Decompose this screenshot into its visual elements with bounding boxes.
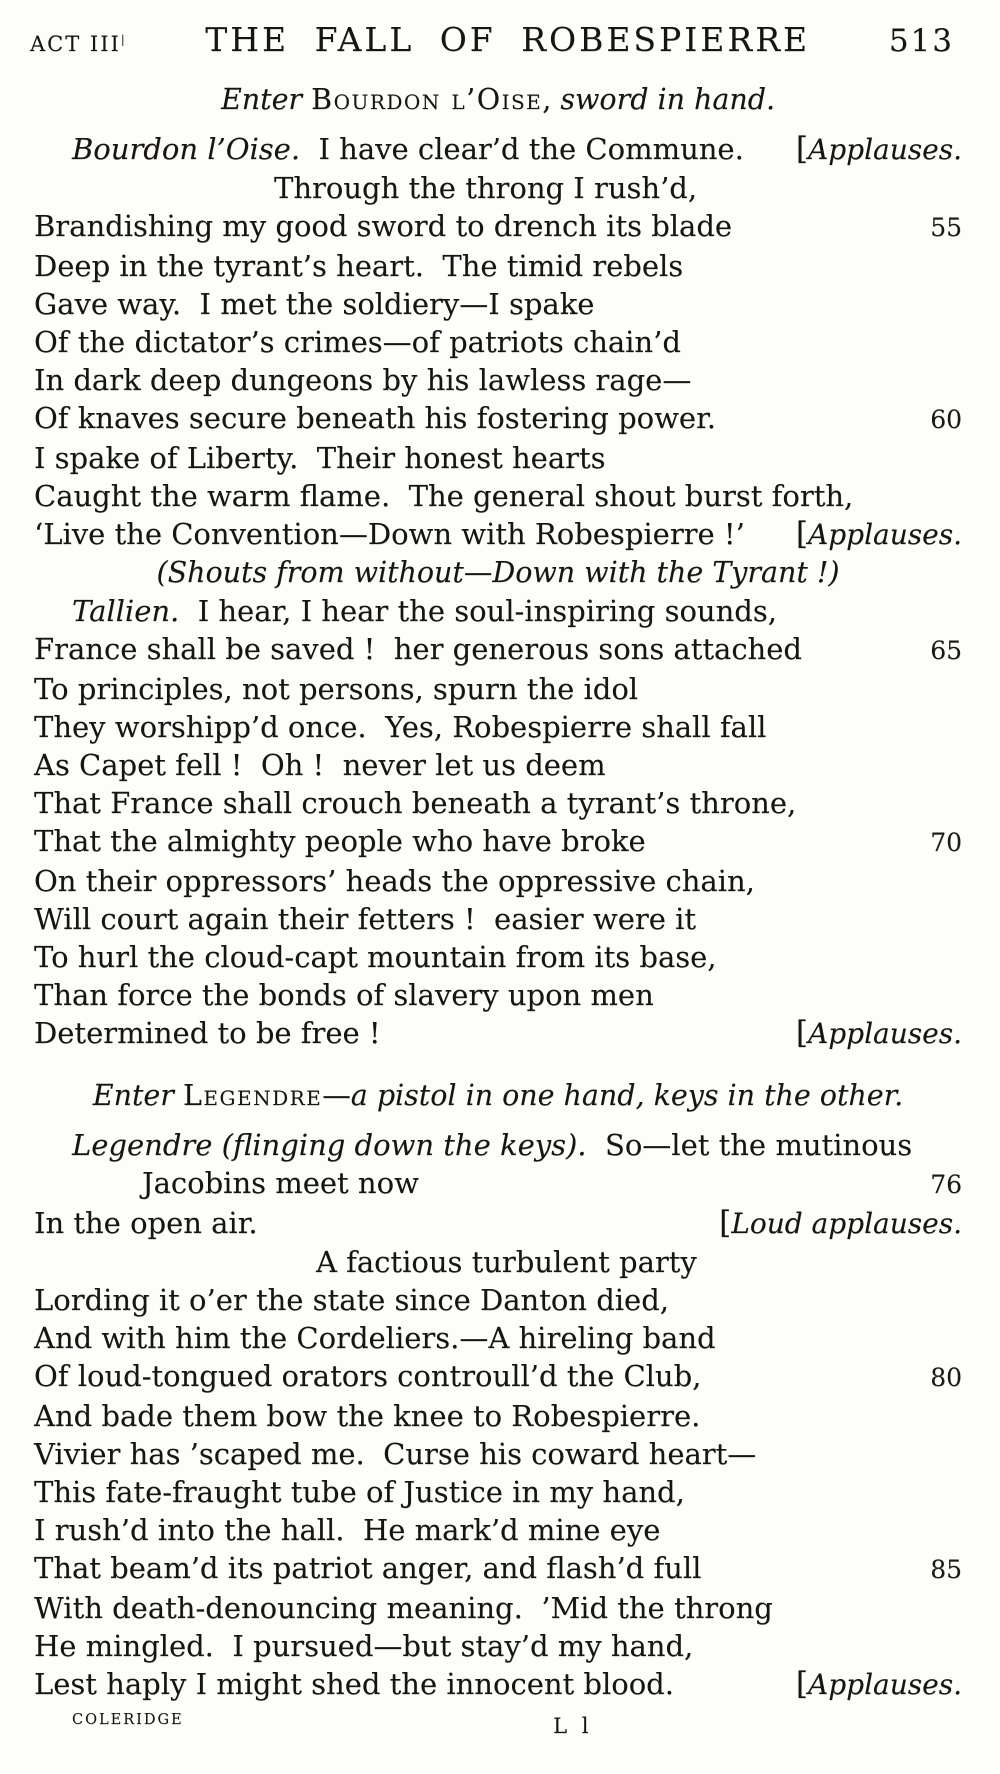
line-text: That France shall crouch beneath a tyrant’s throne, (34, 786, 797, 820)
line-number: 70 (930, 828, 962, 857)
verse-line (0, 361, 1000, 399)
verse-line (0, 1549, 1000, 1589)
line-text: Tallien. I hear, I hear the soul-inspiring sounds, (72, 594, 777, 628)
verse-line (0, 207, 1000, 247)
line-number: 80 (930, 1363, 962, 1392)
verse-line (0, 900, 1000, 938)
stage-note: [Applauses. (795, 1666, 962, 1702)
verse-line (0, 1627, 1000, 1665)
line-text: Enter Legendre—a pistol in one hand, keys in the other. (92, 1079, 904, 1112)
verse-line (0, 1511, 1000, 1549)
stage-note: [Applauses. (795, 1015, 962, 1051)
line-text: In the open air. (34, 1206, 258, 1240)
verse-line (0, 630, 1000, 670)
line-text: To hurl the cloud-capt mountain from its base, (34, 940, 717, 974)
line-number: 55 (930, 213, 962, 242)
line-number: 85 (930, 1555, 962, 1584)
line-number: 76 (930, 1170, 962, 1199)
act-label (30, 32, 127, 56)
verse-line (0, 1357, 1000, 1397)
verse-line (0, 1319, 1000, 1357)
line-text: Brandishing my good sword to drench its blade (34, 209, 733, 243)
verse-line (0, 1164, 1000, 1204)
line-text: Determined to be free ! (34, 1016, 381, 1050)
line-text: Enter Bourdon l’Oise, sword in hand. (220, 83, 776, 116)
verse-line (0, 285, 1000, 323)
verse-line (0, 1665, 1000, 1704)
line-text: Than force the bonds of slavery upon men (34, 978, 654, 1012)
verse-line (0, 169, 1000, 207)
page-body (0, 81, 1000, 1704)
act-superscript-mark: | (120, 33, 127, 46)
verse-line (0, 1397, 1000, 1435)
stage-note: [Applauses. (795, 516, 962, 552)
line-text: Caught the warm flame. The general shout burst forth, (34, 479, 854, 513)
verse-line (0, 1281, 1000, 1319)
running-head (0, 0, 1000, 59)
line-text: He mingled. I pursued—but stay’d my hand, (34, 1629, 694, 1663)
stage-note: [Loud applauses. (719, 1205, 962, 1241)
line-text: ‘Live the Convention—Down with Robespierre !’ (34, 517, 745, 551)
verse-line (0, 746, 1000, 784)
line-text: They worshipp’d once. Yes, Robespierre shall fall (34, 710, 767, 744)
verse-line (0, 976, 1000, 1014)
line-text: That the almighty people who have broke (34, 824, 646, 858)
line-number: 60 (930, 405, 962, 434)
line-text: On their oppressors’ heads the oppressive chain, (34, 864, 755, 898)
verse-line (0, 670, 1000, 708)
line-text: Bourdon l’Oise. I have clear’d the Commune. (72, 132, 744, 166)
line-text: To principles, not persons, spurn the idol (34, 672, 639, 706)
verse-line (0, 247, 1000, 285)
stage-direction-shouts (0, 554, 1000, 592)
line-text: Vivier has ’scaped me. Curse his coward heart— (34, 1437, 757, 1471)
line-number: 65 (930, 636, 962, 665)
line-text: Will court again their fetters ! easier were it (34, 902, 697, 936)
line-text: And with him the Cordeliers.—A hireling band (34, 1321, 716, 1355)
verse-line (0, 708, 1000, 746)
line-text: I rush’d into the hall. He mark’d mine eye (34, 1513, 661, 1547)
verse-line (0, 1014, 1000, 1053)
verse-line (0, 1589, 1000, 1627)
speech-line-bourdon (0, 130, 1000, 169)
line-text: With death-denouncing meaning. ’Mid the throng (34, 1591, 773, 1625)
verse-line (0, 938, 1000, 976)
line-text: Lording it o’er the state since Danton died, (34, 1283, 669, 1317)
verse-line (0, 399, 1000, 439)
line-text: Jacobins meet now (142, 1166, 419, 1200)
line-text: Through the throng I rush’d, (274, 171, 698, 205)
verse-line (0, 477, 1000, 515)
verse-line (0, 784, 1000, 822)
verse-line (0, 1435, 1000, 1473)
page-number: 513 (888, 23, 954, 59)
verse-line (0, 515, 1000, 554)
line-text: Of loud-tongued orators controull’d the Club, (34, 1359, 702, 1393)
line-text: As Capet fell ! Oh ! never let us deem (34, 748, 606, 782)
page-footer (0, 1704, 1000, 1738)
speech-line-legendre (0, 1126, 1000, 1164)
speech-line-tallien (0, 592, 1000, 630)
act-label-text: ACT III (30, 32, 121, 56)
stage-direction-enter-bourdon (0, 81, 1000, 119)
line-text: Of the dictator’s crimes—of patriots chain’d (34, 325, 681, 359)
verse-line (0, 862, 1000, 900)
stage-note: [Applauses. (795, 131, 962, 167)
line-text: France shall be saved ! her generous sons attached (34, 632, 802, 666)
line-text: That beam’d its patriot anger, and flash’d full (34, 1551, 702, 1585)
verse-line (0, 1204, 1000, 1243)
line-text: (Shouts from without—Down with the Tyrant !) (156, 556, 840, 589)
printer-mark: COLERIDGE (72, 1712, 184, 1728)
stage-direction-enter-legendre (0, 1077, 1000, 1115)
line-text: Lest haply I might shed the innocent blood. (34, 1667, 674, 1701)
line-text: I spake of Liberty. Their honest hearts (34, 441, 606, 475)
verse-line (0, 323, 1000, 361)
line-text: Deep in the tyrant’s heart. The timid rebels (34, 249, 684, 283)
line-text: And bade them bow the knee to Robespierre. (34, 1399, 701, 1433)
line-text: In dark deep dungeons by his lawless rage— (34, 363, 692, 397)
line-text: A factious turbulent party (316, 1245, 697, 1279)
page-title: THE FALL OF ROBESPIERRE (205, 20, 811, 59)
line-text: This fate-fraught tube of Justice in my hand, (34, 1475, 685, 1509)
line-text: Gave way. I met the soldiery—I spake (34, 287, 595, 321)
line-text: Legendre (flinging down the keys). So—let the mutinous (72, 1128, 913, 1162)
verse-line (0, 1473, 1000, 1511)
verse-line (0, 439, 1000, 477)
line-text: Of knaves secure beneath his fostering power. (34, 401, 716, 435)
verse-line (0, 822, 1000, 862)
signature-mark: L l (553, 1714, 593, 1738)
verse-line (0, 1243, 1000, 1281)
